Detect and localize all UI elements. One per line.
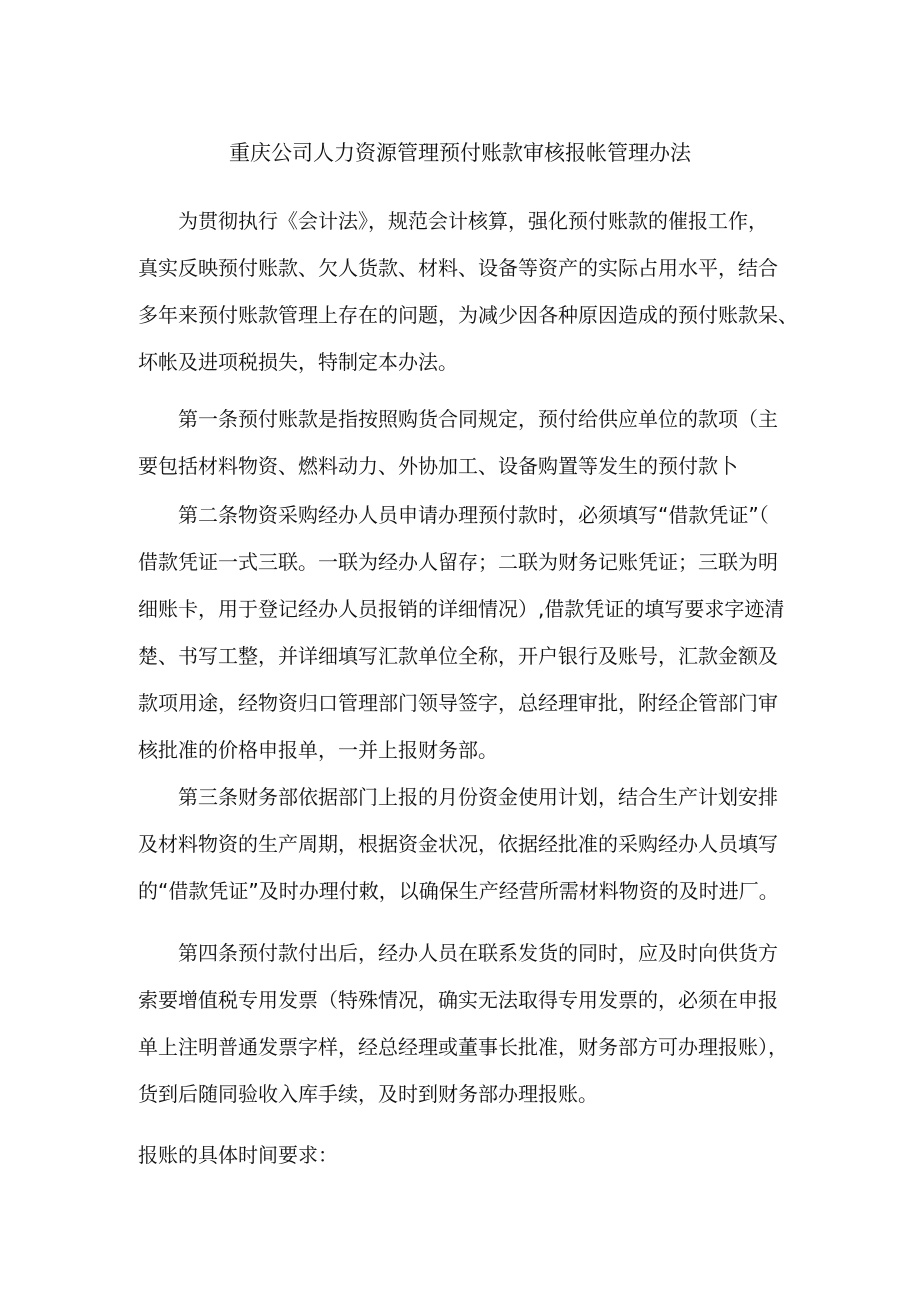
paragraph-article-4: [138, 930, 793, 1118]
paragraph-intro: [138, 198, 798, 386]
text-line: 的“借款凭证”及时办理付敕，以确保生产经营所需材料物资的及时进厂。: [138, 879, 779, 903]
text-line: 第一条预付账款是指按照购货合同规定，预付给供应单位的款项（主: [178, 407, 778, 431]
text-line: 坏帐及进项税损失，特制定本办法。: [138, 350, 458, 374]
paragraph-article-2: [138, 492, 793, 774]
text-line: 单上注明普通发票字样，经总经理或董事长批准，财务部方可办理报账），: [138, 1035, 788, 1059]
text-line: 借款凭证一式三联。一联为经办人留存；二联为财务记账凭证；三联为明: [138, 550, 778, 574]
text-line: 及材料物资的生产周期，根据资金状况，依据经批准的采购经办人员填写: [138, 832, 778, 856]
paragraph-article-3: [138, 774, 793, 915]
paragraph-article-1: [138, 396, 793, 490]
section-heading: 报账的具体时间要求：: [138, 1143, 338, 1167]
text-line: 第二条物资采购经办人员申请办理预付款时，必须填写“借款凭证”（: [178, 503, 769, 527]
text-line: 多年来预付账款管理上存在的问题，为减少因各种原因造成的预付账款呆、: [138, 303, 798, 327]
text-line: 为贯彻执行《会计法》，规范会计核算，强化预付账款的催报工作，: [178, 209, 768, 233]
text-line: 细账卡，用于登记经办人员报销的详细情况）,借款凭证的填写要求字迹清: [138, 597, 785, 621]
text-line: 第四条预付款付出后，经办人员在联系发货的同时，应及时向供货方: [178, 941, 778, 965]
text-line: 货到后随同验收入库手续，及时到财务部办理报账。: [138, 1082, 598, 1106]
paragraph-reimburse-heading: [138, 1132, 793, 1179]
text-line: 真实反映预付账款、欠人货款、材料、设备等资产的实际占用水平，结合: [138, 256, 778, 280]
text-line: 款项用途，经物资归口管理部门领导签字，总经理审批，附经企管部门审: [138, 691, 778, 715]
text-line: 索要增值税专用发票（特殊情况，确实无法取得专用发票的，必须在申报: [138, 988, 778, 1012]
text-line: 第三条财务部依据部门上报的月份资金使用计划，结合生产计划安排: [178, 785, 778, 809]
text-line: 要包括材料物资、燃料动力、外协加工、设备购置等发生的预付款卜: [138, 454, 738, 478]
text-line: 核批准的价格申报单，一并上报财务部。: [138, 738, 498, 762]
document-title: 重庆公司人力资源管理预付账款审核报帐管理办法: [229, 141, 691, 165]
text-line: 楚、书写工整，并详细填写汇款单位全称，开户银行及账号，汇款金额及: [138, 644, 778, 668]
